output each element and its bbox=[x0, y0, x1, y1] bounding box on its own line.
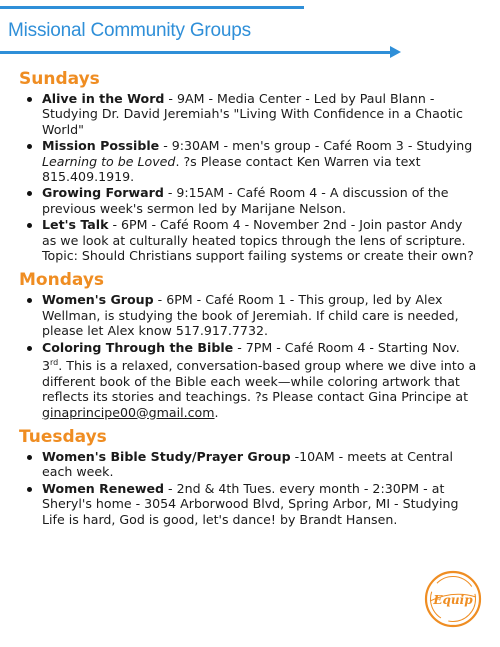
event-item bbox=[0, 217, 500, 263]
event-detail: -10AM - meets at Central each week. bbox=[42, 448, 453, 480]
event-item bbox=[0, 449, 500, 480]
arrow-head-icon bbox=[390, 46, 401, 58]
event-name: Growing Forward bbox=[42, 185, 164, 201]
event-detail: - 2nd & 4th Tues. every month - 2:30PM - at Sheryl's home - 3054 Arborwood Blvd, Spring Arbor, MI - Studying Life is hard, God is good, let's dance! by Brandt Hansen. bbox=[42, 480, 459, 527]
event-list bbox=[0, 91, 500, 263]
event-detail: - 6PM - Café Room 4 - November 2nd - Join pastor Andy as we look at culturally heated topics through the lens of scripture. Topic: Should Christians support failing systems or create their own? bbox=[42, 217, 474, 264]
event-name: Coloring Through the Bible bbox=[42, 339, 234, 355]
day-section-mondays bbox=[0, 269, 500, 419]
event-name: Alive in the Word bbox=[42, 91, 165, 106]
event-detail: - 9:30AM - men's group - Café Room 3 - Studying bbox=[159, 138, 473, 154]
day-heading: Sundays bbox=[19, 69, 100, 89]
event-item bbox=[0, 138, 500, 184]
event-list bbox=[0, 292, 500, 419]
day-heading: Mondays bbox=[19, 270, 105, 291]
event-name: Women's Group bbox=[42, 292, 154, 308]
event-detail: . This is a relaxed, conversation-based group where we dive into a different book of the Bible each week—while coloring artwork that reflects its stories and teachings. ?s Please contact Gina Principe at bbox=[42, 358, 477, 405]
book-title: Learning to be Loved bbox=[42, 153, 176, 169]
event-name: Women's Bible Study/Prayer Group bbox=[42, 448, 291, 464]
event-list bbox=[0, 449, 500, 527]
top-divider bbox=[0, 6, 304, 9]
event-detail: - 6PM - Café Room 1 - This group, led by Alex Wellman, is studying the book of Jeremiah. If child care is needed, please let Alex know 517.917.7732. bbox=[42, 292, 459, 339]
event-name: Let's Talk bbox=[42, 217, 109, 233]
ordinal-suffix: rd bbox=[50, 358, 59, 368]
equip-logo-icon bbox=[424, 570, 482, 628]
day-section-sundays bbox=[0, 68, 500, 263]
event-detail: . bbox=[214, 404, 219, 420]
day-heading: Tuesdays bbox=[19, 426, 107, 447]
page-title: Missional Community Groups bbox=[8, 20, 251, 41]
logo-text: Equip bbox=[433, 593, 473, 607]
event-item bbox=[0, 292, 500, 338]
schedule bbox=[0, 68, 500, 533]
day-section-tuesdays bbox=[0, 426, 500, 527]
event-detail: - 9AM - Media Center - Led by Paul Blann - Studying Dr. David Jeremiah's "Living With Confidence in a Chaotic World" bbox=[42, 91, 463, 137]
event-name: Women Renewed bbox=[42, 480, 165, 496]
event-item bbox=[0, 185, 500, 216]
event-detail: - 7PM - Café Room 4 - Starting Nov. 3 bbox=[42, 339, 460, 374]
event-detail: - 9:15AM - Café Room 4 - A discussion of the previous week's sermon led by Marijane Nelson. bbox=[42, 185, 449, 216]
event-item bbox=[0, 481, 500, 527]
event-name: Mission Possible bbox=[42, 138, 160, 154]
event-item bbox=[0, 91, 500, 137]
contact-email-link[interactable]: ginaprincipe00@gmail.com bbox=[42, 404, 215, 420]
event-item bbox=[0, 340, 500, 420]
arrow-divider bbox=[0, 51, 392, 54]
event-detail: . ?s Please contact Ken Warren via text 815.409.1919. bbox=[42, 153, 421, 185]
